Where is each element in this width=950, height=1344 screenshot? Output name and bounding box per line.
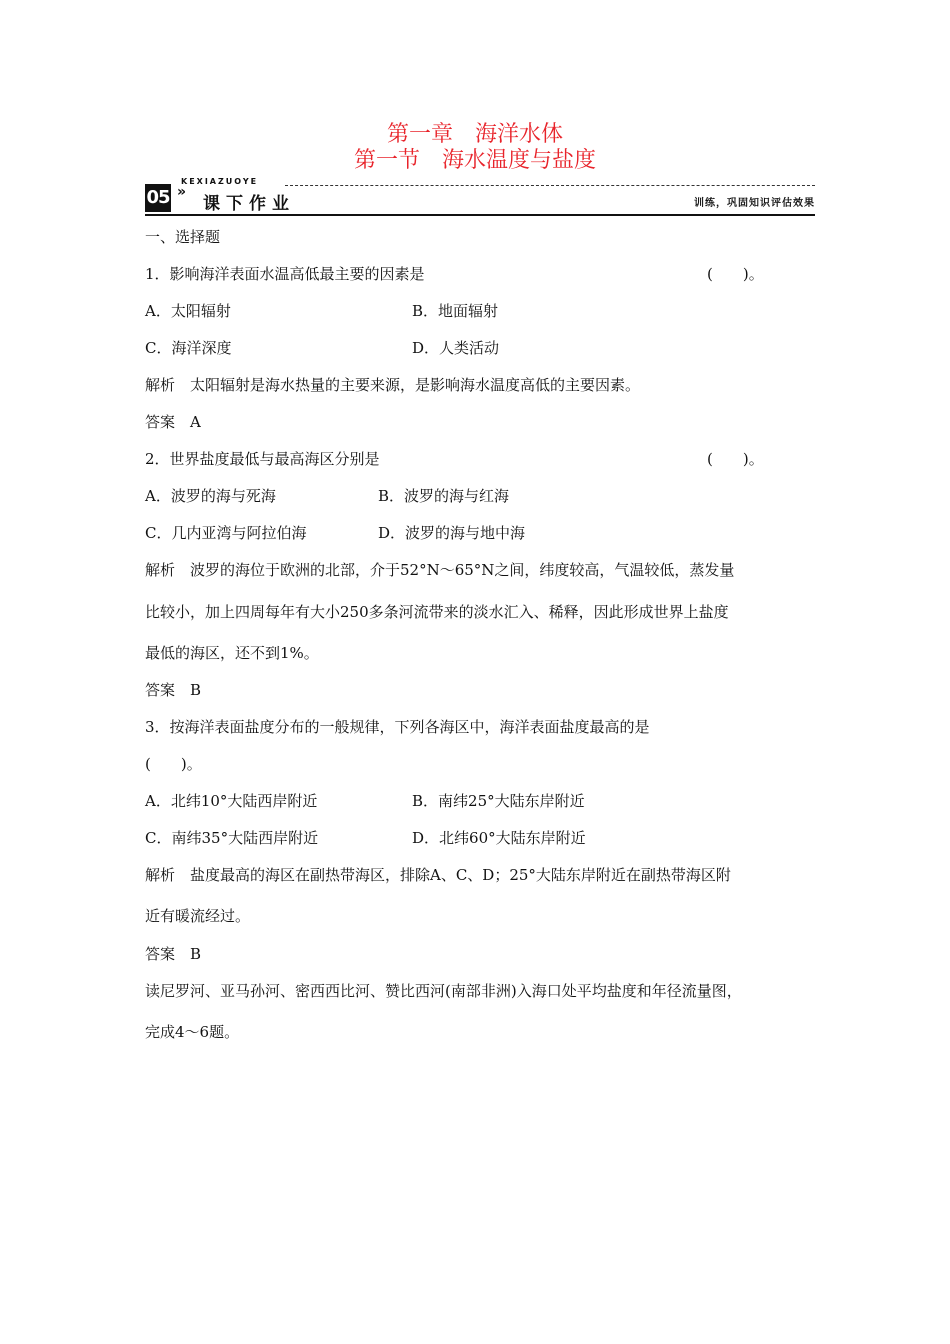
chapter-title: 第一章 海洋水体 (386, 122, 563, 147)
q3-option-a: A．北纬10°大陆西岸附近 (145, 792, 318, 810)
q2-option-a: A．波罗的海与死海 (145, 487, 276, 505)
q3-option-d: D．北纬60°大陆东岸附近 (412, 829, 586, 847)
q2-option-b: B．波罗的海与红海 (378, 487, 510, 505)
q3-analysis-line2: 近有暖流经过。 (145, 907, 251, 925)
q2-analysis-line1: 解析 波罗的海位于欧洲的北部，介于52°N～65°N之间，纬度较高，气温较低，蒸发量 (145, 561, 735, 579)
q3-option-b: B．南纬25°大陆东岸附近 (412, 792, 585, 810)
section-title: 第一节 海水温度与盐度 (353, 148, 596, 173)
q1-option-a: A．太阳辐射 (145, 302, 231, 320)
q2-answer-blank: ( )。 (707, 450, 764, 468)
banner-slogan: 训练，巩固知识评估效果 (694, 198, 815, 209)
q2-analysis-line2: 比较小，加上四周每年有大小250多条河流带来的淡水汇入、稀释，因此形成世界上盐度 (145, 603, 729, 621)
q1-stem: 1．影响海洋表面水温高低最主要的因素是 (145, 265, 425, 283)
q1-option-b: B．地面辐射 (412, 302, 499, 320)
banner-rule (145, 214, 815, 216)
q2-option-d: D．波罗的海与地中海 (378, 524, 526, 542)
q3-answer-blank: ( )。 (145, 755, 202, 773)
banner-pinyin: KEXIAZUOYE (181, 177, 259, 186)
q1-option-c: C．海洋深度 (145, 339, 232, 357)
q2-stem: 2．世界盐度最低与最高海区分别是 (145, 450, 380, 468)
intro-line2: 完成4～6题。 (145, 1023, 240, 1041)
q3-analysis-line1: 解析 盐度最高的海区在副热带海区，排除A、C、D；25°大陆东岸附近在副热带海区附 (145, 866, 731, 884)
q3-stem: 3．按海洋表面盐度分布的一般规律，下列各海区中，海洋表面盐度最高的是 (145, 718, 650, 736)
q3-option-c: C．南纬35°大陆西岸附近 (145, 829, 319, 847)
homework-banner (145, 177, 815, 216)
q1-analysis: 解析 太阳辐射是海水热量的主要来源，是影响海水温度高低的主要因素。 (145, 376, 641, 394)
q2-answer: 答案 B (145, 681, 202, 699)
chevron-right-icon: » (177, 184, 187, 200)
banner-label: 课下作业 (203, 194, 295, 214)
q2-option-c: C．几内亚湾与阿拉伯海 (145, 524, 307, 542)
q2-analysis-line3: 最低的海区，还不到1%。 (145, 644, 319, 662)
q1-option-d: D．人类活动 (412, 339, 500, 357)
q1-answer-blank: ( )。 (707, 265, 764, 283)
intro-line1: 读尼罗河、亚马孙河、密西西比河、赞比西河(南部非洲)入海口处平均盐度和年径流量图， (145, 982, 742, 1000)
section-heading: 一、选择题 (145, 228, 221, 246)
q1-answer: 答案 A (145, 413, 201, 431)
banner-number: 05 (145, 184, 171, 212)
q3-answer: 答案 B (145, 945, 202, 963)
banner-dotted-line (285, 185, 815, 186)
